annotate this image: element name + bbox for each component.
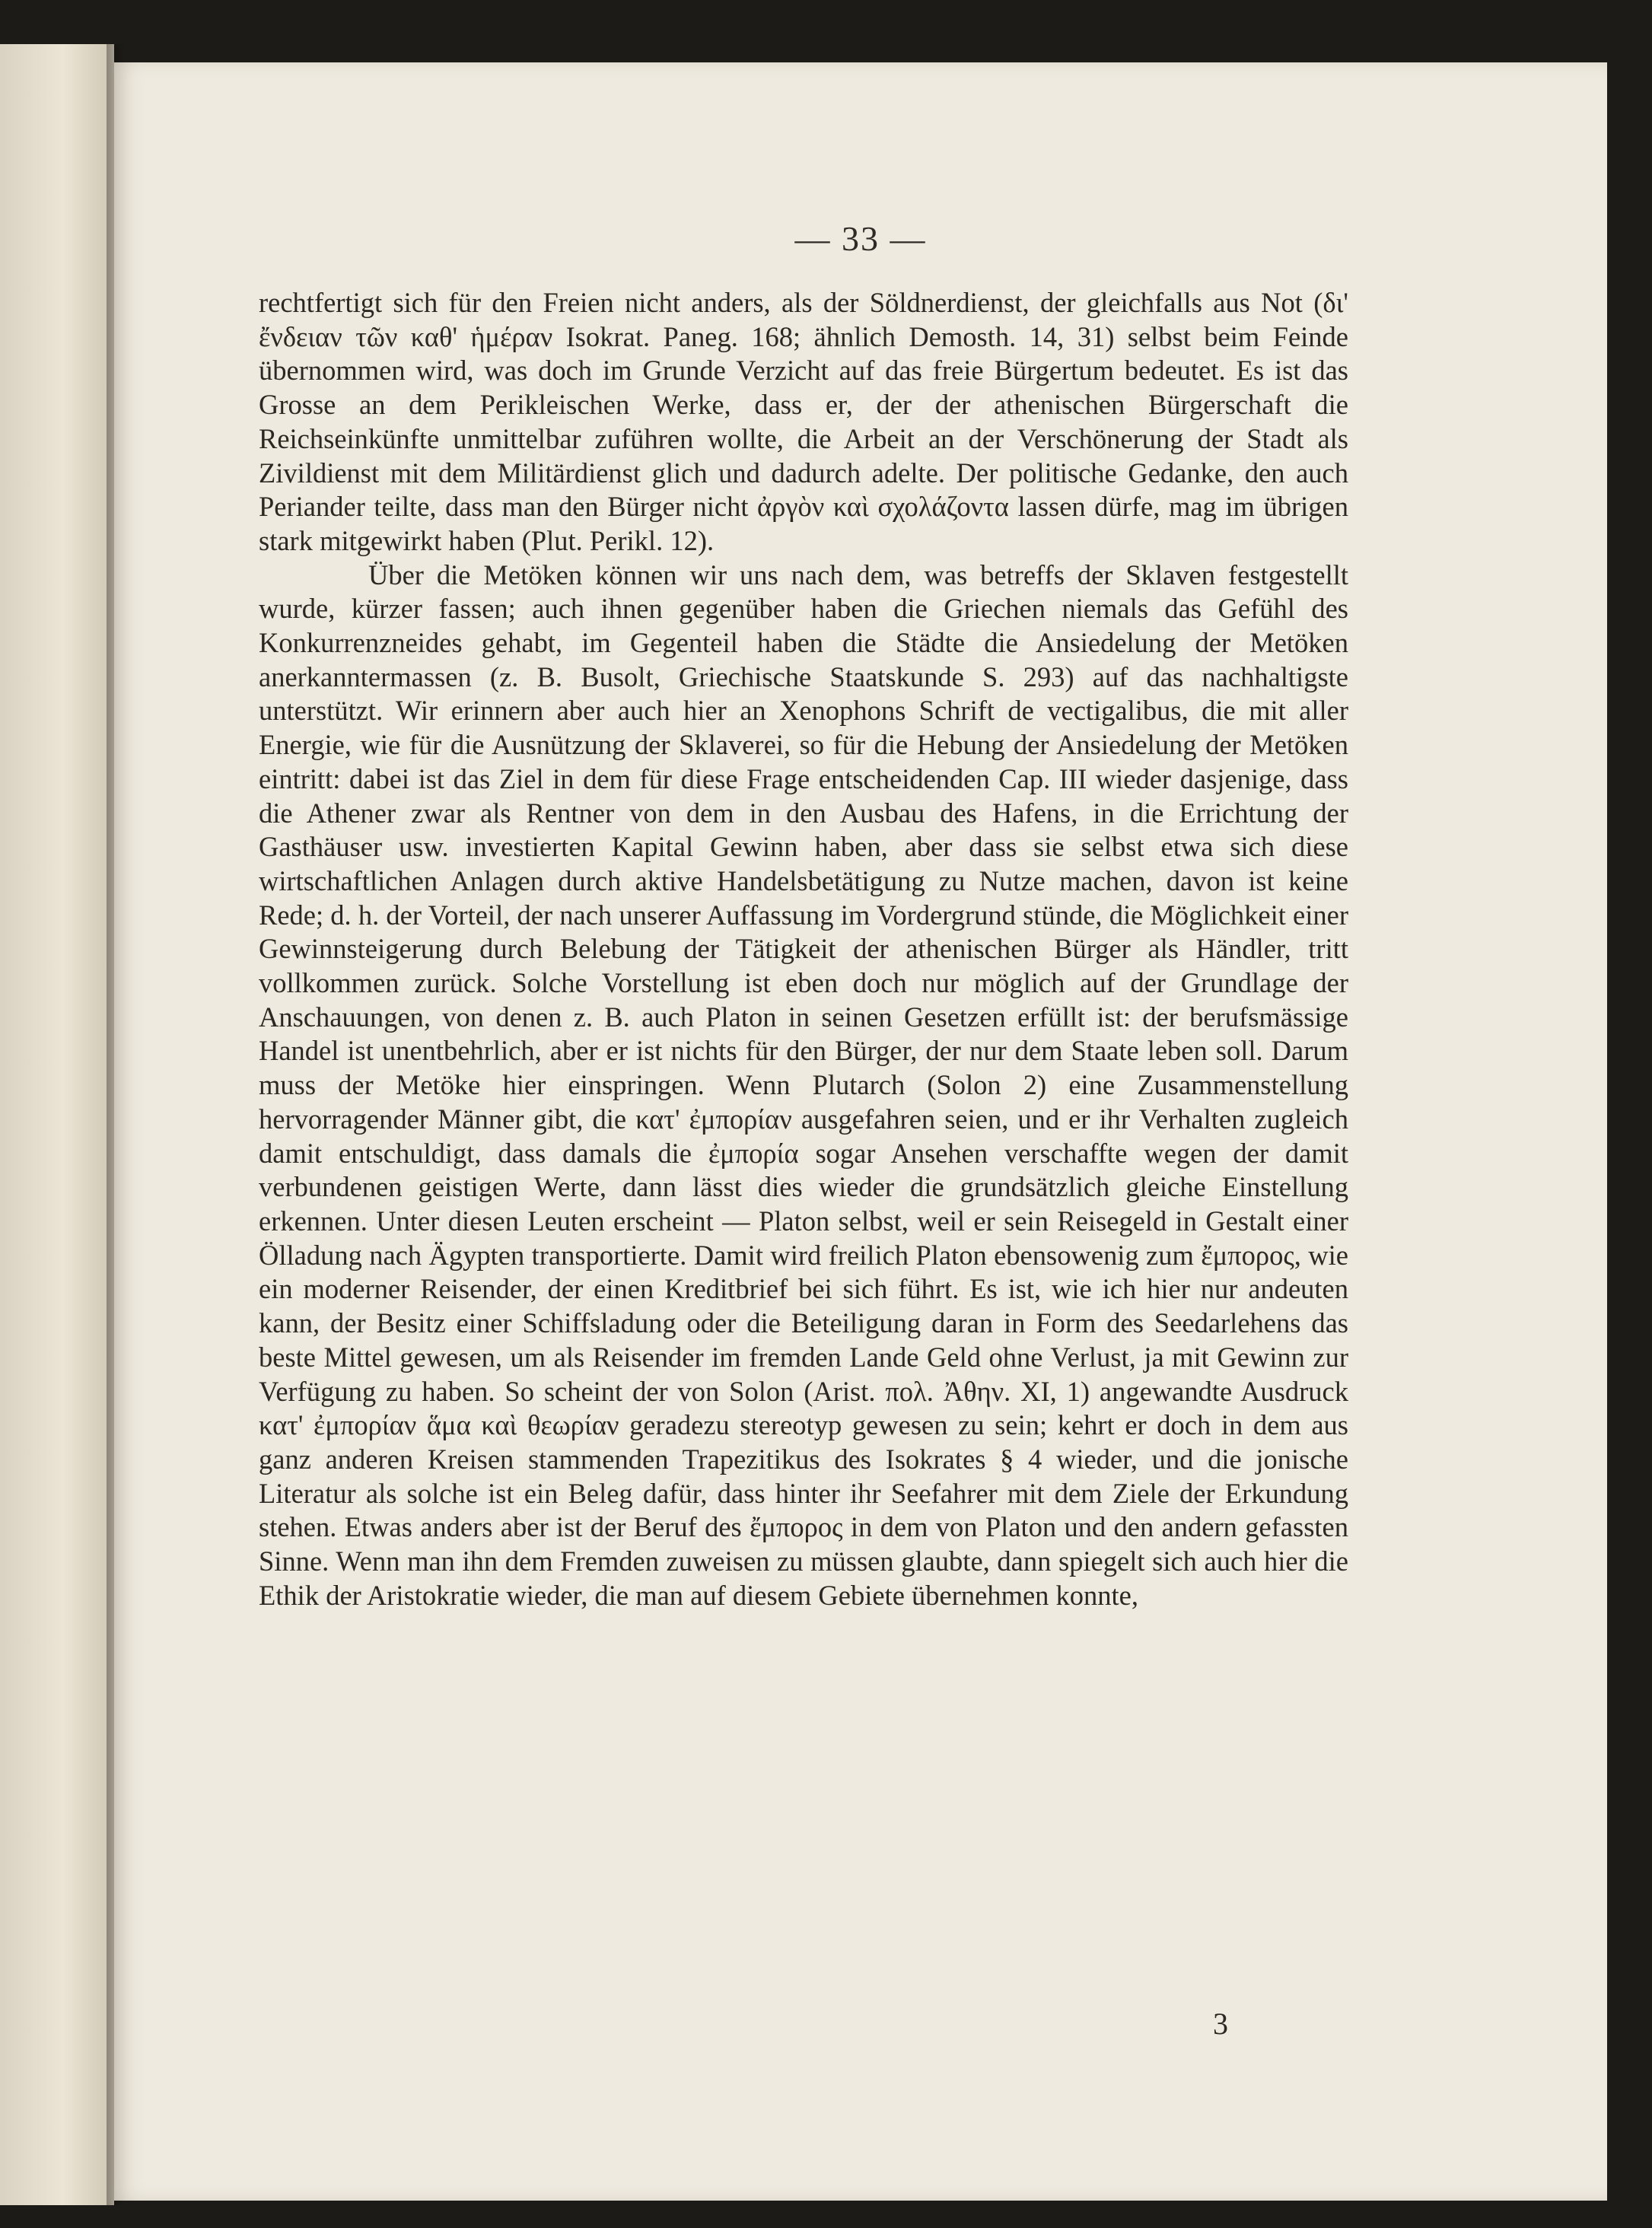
page-header: — 33 — <box>794 219 927 258</box>
paragraph-2: Über die Metöken können wir uns nach dem, was betreffs der Sklaven festgestellt wurde, kürzer fassen; auch ihnen gegenüber haben die Griechen niemals das Gefühl des Konkurrenzneides gehabt, im Gegenteil haben die Städte die Ansiedelung der Metöken anerkanntermassen (z. B. Busolt, Griechische Staatskunde S. 293) auf das nachhaltigste unterstützt. Wir erinnern aber auch hier an Xenophons Schrift de vectigalibus, die mit aller Energie, wie für die Ausnützung der Sklaverei, so für die Hebung der Ansiedelung der Metöken eintritt: dabei ist das Ziel in dem für diese Frage entscheidenden Cap. III wieder dasjenige, dass die Athener zwar als Rentner von dem in den Ausbau des Hafens, in die Errichtung der Gasthäuser usw. investierten Kapital Gewinn haben, aber dass sie selbst etwa sich diese wirtschaftlichen Anlagen durch aktive Handelsbetätigung zu Nutze machen, davon ist keine Rede; d. h. der Vorteil, der nach unserer Auffassung im Vordergrund stünde, die Möglichkeit einer Gewinnsteigerung durch Belebung der Tätigkeit der athenischen Bürger als Händler, tritt vollkommen zurück. Solche Vorstellung ist eben doch nur möglich auf der Grundlage der Anschauungen, von denen z. B. auch Platon in seinen Gesetzen erfüllt ist: der berufsmässige Handel ist unentbehrlich, aber er ist nichts für den Bürger, der nur dem Staate leben soll. Darum muss der Metöke hier einspringen. Wenn Plutarch (Solon 2) eine Zusammenstellung hervorragender Männer gibt, die κατ' ἐμπορίαν ausgefahren seien, und er ihr Verhalten zugleich damit entschuldigt, dass damals die ἐμπορία sogar Ansehen verschaffte wegen der damit verbundenen geistigen Werte, dann lässt dies wieder die grundsätzlich gleiche Einstellung erkennen. Unter diesen Leuten erscheint — Platon selbst, weil er sein Reisegeld in Gestalt einer Ölladung nach Ägypten transportierte. Damit wird freilich Platon ebensowenig zum ἔμπορος, wie ein moderner Reisender, der einen Kreditbrief bei sich führt. Es ist, wie ich hier nur andeuten kann, der Besitz einer Schiffsladung oder die Beteiligung daran in Form des Seedarlehens das beste Mittel gewesen, um als Reisender im fremden Lande Geld ohne Verlust, ja mit Gewinn zur Verfügung zu haben. So scheint der von Solon (Arist. πολ. Ἀθην. XI, 1) angewandte Ausdruck κατ' ἐμπορίαν ἅμα καὶ θεωρίαν geradezu stereotyp gewesen zu sein; kehrt er doch in dem aus ganz anderen Kreisen stammenden Trapezitikus des Isokrates § 4 wieder, und die jonische Literatur als solche ist ein Beleg dafür, dass hinter ihr Seefahrer mit dem Ziele der Erkundung stehen. Etwas anders aber ist der Beruf des ἔμπορος in dem von Platon und den andern gefassten Sinne. Wenn man ihn dem Fremden zuweisen zu müssen glaubte, dann spiegelt sich auch hier die Ethik der Aristokratie wieder, die man auf diesem Gebiete übernehmen konnte, <box>259 559 1348 1611</box>
facing-page-edge <box>0 44 114 2205</box>
book-page <box>114 62 1607 2201</box>
signature-mark: 3 <box>1213 2007 1228 2041</box>
paragraph-1: rechtfertigt sich für den Freien nicht anders, als der Söldnerdienst, der gleichfalls aus Not (δι' ἔνδειαν τῶν καθ' ἡμέραν Isokrat. Paneg. 168; ähnlich Demosth. 14, 31) selbst beim Feinde übernommen wird, was doch im Grunde Verzicht auf das freie Bürgertum bedeutet. Es ist das Grosse an dem Perikleischen Werke, dass er, der der athenischen Bürgerschaft die Reichseinkünfte unmittelbar zuführen wollte, die Arbeit an der Verschönerung der Stadt als Zivildienst mit dem Militärdienst glich und dadurch adelte. Der politische Gedanke, den auch Periander teilte, dass man den Bürger nicht ἀργὸν καὶ σχολάζοντα lassen dürfe, mag im übrigen stark mitgewirkt haben (Plut. Perikl. 12). <box>259 287 1348 556</box>
body-text <box>259 286 1348 1612</box>
